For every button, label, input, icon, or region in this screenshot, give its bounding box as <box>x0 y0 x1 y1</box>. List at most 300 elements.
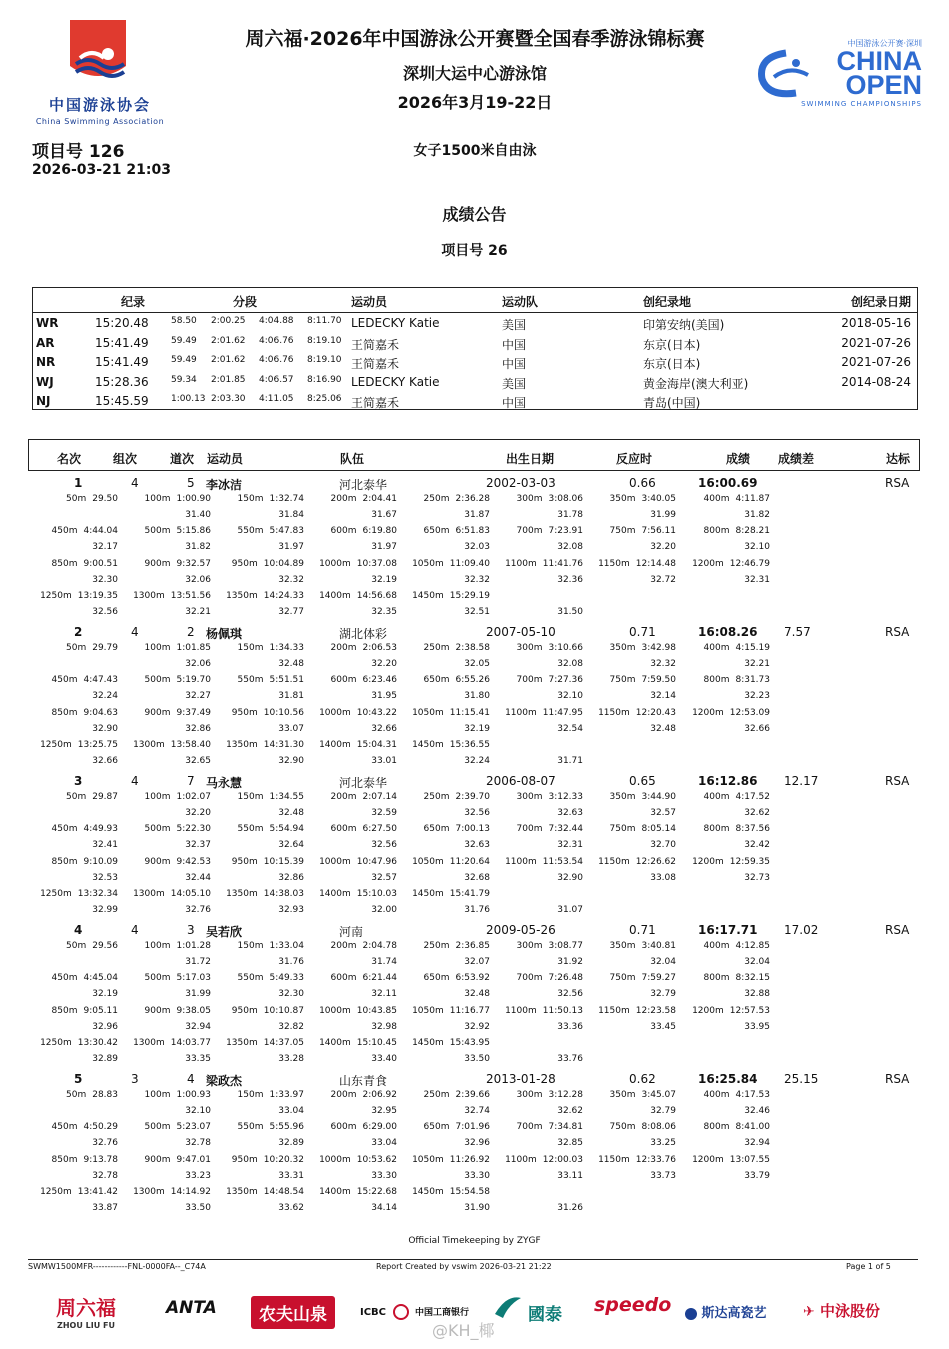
split-time: 12:59.35 <box>729 856 770 867</box>
records-header-athlete: 运动员 <box>351 295 388 309</box>
split-lap: 32.31 <box>744 574 770 585</box>
split-time: 6:27.50 <box>362 824 397 835</box>
split-cumulative <box>704 526 770 536</box>
split-lap: 32.32 <box>650 659 676 669</box>
record-code: NJ <box>36 394 51 408</box>
split-distance: 1400m <box>319 888 351 899</box>
split-lap: 32.96 <box>92 1021 118 1032</box>
split-cumulative <box>52 1006 118 1016</box>
split-cumulative <box>52 857 118 867</box>
result-dob: 2002-03-03 <box>486 476 556 490</box>
record-team: 中国 <box>502 337 527 352</box>
split-time: 15:10.03 <box>356 888 397 899</box>
split-cumulative <box>66 941 118 951</box>
split-time: 13:30.42 <box>77 1037 118 1048</box>
split-lap: 32.32 <box>278 574 304 585</box>
split-lap: 32.11 <box>371 989 397 1000</box>
split-lap: 32.86 <box>185 723 211 734</box>
split-time: 6:51.83 <box>455 526 490 537</box>
split-cumulative <box>610 643 676 653</box>
result-athlete-block <box>28 921 918 1069</box>
split-distance: 850m <box>51 707 78 718</box>
record-row <box>33 335 917 354</box>
split-cumulative <box>145 526 211 536</box>
record-s1: 1:00.13 <box>171 394 206 404</box>
split-time: 8:28.21 <box>735 526 770 537</box>
split-distance: 400m <box>703 1090 730 1100</box>
split-distance: 450m <box>51 824 78 835</box>
split-time: 12:00.03 <box>542 1154 583 1165</box>
result-team: 湖北体彩 <box>339 627 388 641</box>
split-lap: 32.98 <box>371 1021 397 1032</box>
record-s4: 8:11.70 <box>307 316 342 326</box>
split-distance: 200m <box>330 941 357 951</box>
results-header-dob: 出生日期 <box>506 452 555 466</box>
split-lap: 31.90 <box>464 1202 490 1213</box>
result-rank: 3 <box>74 774 83 788</box>
split-time: 9:42.53 <box>176 856 211 867</box>
split-lap: 32.79 <box>650 989 676 1000</box>
split-lap: 32.23 <box>744 691 770 702</box>
split-lap: 32.30 <box>278 989 304 1000</box>
record-time: 15:45.59 <box>95 394 149 408</box>
sponsor-zhongyong <box>803 1300 880 1321</box>
split-time: 2:04.78 <box>362 941 397 951</box>
record-team: 美国 <box>502 376 527 391</box>
china-open-logo-main2: OPEN <box>845 70 922 100</box>
split-distance: 1100m <box>505 1005 537 1016</box>
sponsor-icbc-en: ICBC <box>360 1307 387 1318</box>
split-distance: 900m <box>144 856 171 867</box>
result-team: 河北泰华 <box>339 478 388 492</box>
split-time: 3:08.06 <box>548 494 583 504</box>
split-time: 1:34.33 <box>269 643 304 653</box>
split-distance: 50m <box>66 643 87 653</box>
split-lap: 33.79 <box>744 1170 770 1181</box>
split-cumulative <box>704 824 770 834</box>
record-date: 2021-07-26 <box>841 335 911 350</box>
split-lap: 32.63 <box>464 840 490 851</box>
split-cumulative <box>331 941 397 951</box>
split-lap: 32.62 <box>557 1106 583 1116</box>
split-lap: 32.44 <box>185 872 211 883</box>
footer-divider <box>28 1259 918 1260</box>
split-cumulative <box>598 1006 676 1016</box>
split-cumulative <box>238 675 304 685</box>
split-cumulative <box>226 1038 304 1048</box>
split-distance: 950m <box>231 558 258 569</box>
split-distance: 750m <box>609 824 636 835</box>
split-lap: 32.82 <box>278 1021 304 1032</box>
split-distance: 350m <box>609 1090 636 1100</box>
record-s3: 4:04.88 <box>259 316 294 326</box>
split-lap: 32.17 <box>92 542 118 553</box>
split-time: 5:15.86 <box>176 526 211 537</box>
split-distance: 250m <box>423 643 450 653</box>
split-cumulative <box>238 526 304 536</box>
split-distance: 800m <box>703 675 730 686</box>
result-team: 山东青食 <box>339 1074 388 1088</box>
split-cumulative <box>331 824 397 834</box>
meet-venue: 深圳大运中心游泳馆 <box>402 64 547 83</box>
split-cumulative <box>331 792 397 802</box>
record-row <box>33 315 917 334</box>
split-lap: 32.88 <box>744 989 770 1000</box>
result-time: 16:12.86 <box>698 774 758 788</box>
split-distance: 250m <box>423 792 450 802</box>
split-lap: 33.62 <box>278 1202 304 1213</box>
record-s4: 8:25.06 <box>307 394 342 404</box>
split-lap: 32.73 <box>744 872 770 883</box>
split-distance: 1300m <box>133 888 165 899</box>
split-cumulative <box>505 708 583 718</box>
split-cumulative <box>331 526 397 536</box>
split-cumulative <box>133 1187 211 1197</box>
split-time: 15:10.45 <box>356 1037 397 1048</box>
split-distance: 950m <box>231 856 258 867</box>
split-distance: 1150m <box>598 1154 630 1165</box>
split-distance: 200m <box>330 643 357 653</box>
split-distance: 100m <box>144 1090 171 1100</box>
split-cumulative <box>52 973 118 983</box>
split-distance: 1100m <box>505 707 537 718</box>
split-time: 11:20.64 <box>449 856 490 867</box>
split-cumulative <box>145 824 211 834</box>
split-lap: 32.72 <box>650 574 676 585</box>
split-distance: 1400m <box>319 590 351 601</box>
split-cumulative <box>412 559 490 569</box>
split-cumulative <box>412 1155 490 1165</box>
result-lane: 2 <box>187 625 195 639</box>
split-cumulative <box>610 792 676 802</box>
split-cumulative <box>145 1006 211 1016</box>
sponsor-sidagao-label: 斯达高瓷艺 <box>701 1306 767 1321</box>
split-cumulative <box>145 675 211 685</box>
split-time: 4:47.43 <box>83 675 118 686</box>
split-cumulative <box>133 591 211 601</box>
split-distance: 300m <box>516 792 543 802</box>
result-diff: 12.17 <box>784 774 819 788</box>
split-time: 7:27.36 <box>548 675 583 686</box>
split-cumulative <box>238 792 304 802</box>
record-code: WJ <box>36 374 54 389</box>
split-cumulative <box>517 824 583 834</box>
split-time: 7:59.27 <box>641 973 676 984</box>
split-time: 11:50.13 <box>542 1005 583 1016</box>
split-time: 8:31.73 <box>735 675 770 686</box>
split-distance: 1250m <box>40 590 72 601</box>
split-distance: 850m <box>51 1005 78 1016</box>
split-lap: 32.89 <box>92 1053 118 1064</box>
result-dob: 2013-01-28 <box>486 1072 556 1086</box>
split-lap: 33.87 <box>92 1202 118 1213</box>
split-cumulative <box>133 889 211 899</box>
split-lap: 31.97 <box>278 542 304 553</box>
record-code: AR <box>36 335 55 350</box>
split-time: 4:17.52 <box>735 792 770 802</box>
split-lap: 32.37 <box>185 840 211 851</box>
record-time: 15:20.48 <box>95 316 149 330</box>
split-distance: 1000m <box>319 856 351 867</box>
split-time: 29.87 <box>92 792 118 802</box>
record-place: 东京(日本) <box>643 357 701 371</box>
split-time: 1:00.90 <box>176 494 211 504</box>
sidagao-icon <box>685 1308 697 1320</box>
split-time: 1:00.93 <box>176 1090 211 1100</box>
split-distance: 150m <box>237 1090 264 1100</box>
record-s3: 4:11.05 <box>259 394 294 404</box>
split-distance: 900m <box>144 558 171 569</box>
split-distance: 750m <box>609 675 636 686</box>
split-distance: 500m <box>144 973 171 984</box>
split-lap: 32.36 <box>557 574 583 585</box>
split-distance: 1400m <box>319 739 351 750</box>
china-open-logo <box>752 38 922 108</box>
split-time: 3:42.98 <box>641 643 676 653</box>
split-distance: 1200m <box>692 707 724 718</box>
split-cumulative <box>517 792 583 802</box>
split-time: 14:38.03 <box>263 888 304 899</box>
record-place: 黄金海岸(澳大利亚) <box>643 376 749 391</box>
split-distance: 700m <box>516 675 543 686</box>
split-distance: 700m <box>516 526 543 537</box>
split-distance: 600m <box>330 973 357 984</box>
split-cumulative <box>52 708 118 718</box>
split-lap: 32.94 <box>744 1138 770 1149</box>
split-cumulative <box>610 526 676 536</box>
split-lap: 32.19 <box>92 989 118 1000</box>
record-place: 青岛(中国) <box>643 396 701 410</box>
record-s4: 8:19.10 <box>307 335 342 346</box>
result-team: 河南 <box>339 925 364 939</box>
sponsor-speedo: speedo <box>594 1294 672 1316</box>
split-lap: 32.24 <box>92 691 118 702</box>
split-time: 2:06.53 <box>362 643 397 653</box>
split-lap: 32.68 <box>464 872 490 883</box>
split-time: 13:32.34 <box>77 888 118 899</box>
split-lap: 31.97 <box>371 542 397 553</box>
split-cumulative <box>319 708 397 718</box>
split-cumulative <box>412 857 490 867</box>
split-lap: 31.78 <box>557 510 583 520</box>
split-time: 15:29.19 <box>449 590 490 601</box>
results-header-athlete: 运动员 <box>207 452 244 466</box>
split-time: 15:04.31 <box>356 739 397 750</box>
split-distance: 300m <box>516 494 543 504</box>
split-distance: 900m <box>144 707 171 718</box>
split-distance: 1300m <box>133 590 165 601</box>
split-lap: 32.64 <box>278 840 304 851</box>
split-cumulative <box>610 675 676 685</box>
split-distance: 1150m <box>598 856 630 867</box>
split-cumulative <box>424 824 490 834</box>
split-time: 6:53.92 <box>455 973 490 984</box>
split-lap: 32.92 <box>464 1021 490 1032</box>
split-lap: 33.25 <box>650 1138 676 1149</box>
split-distance: 800m <box>703 1122 730 1133</box>
split-distance: 1450m <box>412 590 444 601</box>
split-lap: 33.01 <box>371 755 397 766</box>
split-cumulative <box>331 1090 397 1100</box>
split-distance: 550m <box>237 675 264 686</box>
split-lap: 32.19 <box>464 723 490 734</box>
record-team: 中国 <box>502 396 527 410</box>
split-cumulative <box>40 591 118 601</box>
split-distance: 450m <box>51 973 78 984</box>
split-distance: 1150m <box>598 707 630 718</box>
split-time: 8:41.00 <box>735 1122 770 1133</box>
split-cumulative <box>412 740 490 750</box>
split-lap: 34.14 <box>371 1202 397 1213</box>
split-distance: 1000m <box>319 1154 351 1165</box>
split-time: 4:11.87 <box>735 494 770 504</box>
split-distance: 1300m <box>133 739 165 750</box>
split-distance: 250m <box>423 941 450 951</box>
page-number: Page 1 of 5 <box>846 1262 891 1271</box>
sponsor-cathay: 國泰 <box>528 1305 562 1325</box>
split-cumulative <box>145 1090 211 1100</box>
split-cumulative <box>517 941 583 951</box>
split-lap: 31.26 <box>557 1202 583 1213</box>
result-heat: 3 <box>131 1072 139 1086</box>
split-lap: 31.40 <box>185 510 211 520</box>
split-lap: 32.78 <box>92 1170 118 1181</box>
split-cumulative <box>704 941 770 951</box>
results-header-heat: 组次 <box>113 452 138 466</box>
split-distance: 50m <box>66 792 87 802</box>
result-name: 梁政杰 <box>206 1074 243 1088</box>
split-distance: 300m <box>516 1090 543 1100</box>
split-cumulative <box>232 857 304 867</box>
result-heat: 4 <box>131 923 139 937</box>
split-distance: 1050m <box>412 856 444 867</box>
split-cumulative <box>52 1155 118 1165</box>
split-lap: 32.76 <box>185 904 211 915</box>
split-distance: 650m <box>423 824 450 835</box>
result-heat: 4 <box>131 625 139 639</box>
split-cumulative <box>505 857 583 867</box>
split-time: 3:08.77 <box>548 941 583 951</box>
split-lap: 31.99 <box>185 989 211 1000</box>
split-lap: 31.07 <box>557 904 583 915</box>
records-header-splits: 分段 <box>233 295 258 309</box>
split-lap: 31.80 <box>464 691 490 702</box>
split-time: 6:19.80 <box>362 526 397 537</box>
result-std: RSA <box>885 774 910 788</box>
split-cumulative <box>232 708 304 718</box>
record-row <box>33 354 917 373</box>
split-distance: 600m <box>330 526 357 537</box>
split-time: 9:05.11 <box>83 1005 118 1016</box>
sponsor-zhongyong-label: 中泳股份 <box>819 1302 880 1320</box>
meet-dates: 2026年3月19-22日 <box>397 93 553 112</box>
split-lap: 32.66 <box>371 723 397 734</box>
split-cumulative <box>412 1187 490 1197</box>
split-distance: 550m <box>237 526 264 537</box>
split-time: 9:04.63 <box>83 707 118 718</box>
split-distance: 1300m <box>133 1037 165 1048</box>
result-rank: 2 <box>74 625 83 639</box>
records-header-record: 纪录 <box>121 295 146 309</box>
split-time: 4:44.04 <box>83 526 118 537</box>
split-lap: 32.19 <box>371 574 397 585</box>
split-distance: 750m <box>609 526 636 537</box>
split-lap: 33.30 <box>371 1170 397 1181</box>
split-distance: 100m <box>144 643 171 653</box>
split-distance: 1050m <box>412 1154 444 1165</box>
split-lap: 31.81 <box>278 691 304 702</box>
split-time: 7:56.11 <box>641 526 676 537</box>
split-cumulative <box>412 591 490 601</box>
split-lap: 32.56 <box>464 808 490 818</box>
split-lap: 32.08 <box>557 542 583 553</box>
records-header-team: 运动队 <box>502 295 539 309</box>
split-lap: 32.46 <box>744 1106 770 1116</box>
split-lap: 32.00 <box>371 904 397 915</box>
split-cumulative <box>319 740 397 750</box>
split-time: 14:24.33 <box>263 590 304 601</box>
split-lap: 32.57 <box>650 808 676 818</box>
split-time: 13:25.75 <box>77 739 118 750</box>
result-dob: 2006-08-07 <box>486 774 556 788</box>
split-lap: 32.79 <box>650 1106 676 1116</box>
split-distance: 350m <box>609 494 636 504</box>
split-time: 5:22.30 <box>176 824 211 835</box>
split-cumulative <box>40 1038 118 1048</box>
split-distance: 800m <box>703 526 730 537</box>
split-cumulative <box>226 889 304 899</box>
split-distance: 850m <box>51 558 78 569</box>
record-date: 2021-07-26 <box>841 355 911 369</box>
split-cumulative <box>66 494 118 504</box>
record-time: 15:41.49 <box>95 355 149 369</box>
split-time: 14:48.54 <box>263 1186 304 1197</box>
split-distance: 750m <box>609 973 636 984</box>
split-cumulative <box>610 1090 676 1100</box>
results-header-team: 队伍 <box>340 452 365 466</box>
split-distance: 1200m <box>692 1154 724 1165</box>
split-lap: 32.10 <box>744 542 770 553</box>
split-lap: 32.48 <box>278 808 304 818</box>
split-distance: 1450m <box>412 888 444 899</box>
split-lap: 32.20 <box>371 659 397 669</box>
split-lap: 32.65 <box>185 755 211 766</box>
split-time: 12:20.43 <box>635 707 676 718</box>
china-open-logo-top: 中国游泳公开赛·深圳 <box>847 39 922 48</box>
split-cumulative <box>704 643 770 653</box>
result-lane: 5 <box>187 476 195 490</box>
result-std: RSA <box>885 625 910 639</box>
result-lane: 7 <box>187 774 195 788</box>
split-time: 15:22.68 <box>356 1186 397 1197</box>
split-cumulative <box>598 559 676 569</box>
split-distance: 1200m <box>692 1005 724 1016</box>
split-time: 5:54.94 <box>269 824 304 835</box>
split-lap: 32.76 <box>92 1138 118 1149</box>
sponsor-icbc-cn: 中国工商银行 <box>415 1308 470 1318</box>
records-table <box>32 287 918 410</box>
split-time: 11:09.40 <box>449 558 490 569</box>
split-lap: 32.04 <box>650 957 676 967</box>
split-distance: 650m <box>423 1122 450 1133</box>
split-time: 11:15.41 <box>449 707 490 718</box>
split-time: 14:31.30 <box>263 739 304 750</box>
split-lap: 32.57 <box>371 872 397 883</box>
split-cumulative <box>238 1090 304 1100</box>
result-heat: 4 <box>131 774 139 788</box>
split-lap: 31.82 <box>185 542 211 553</box>
split-lap: 33.04 <box>278 1106 304 1116</box>
